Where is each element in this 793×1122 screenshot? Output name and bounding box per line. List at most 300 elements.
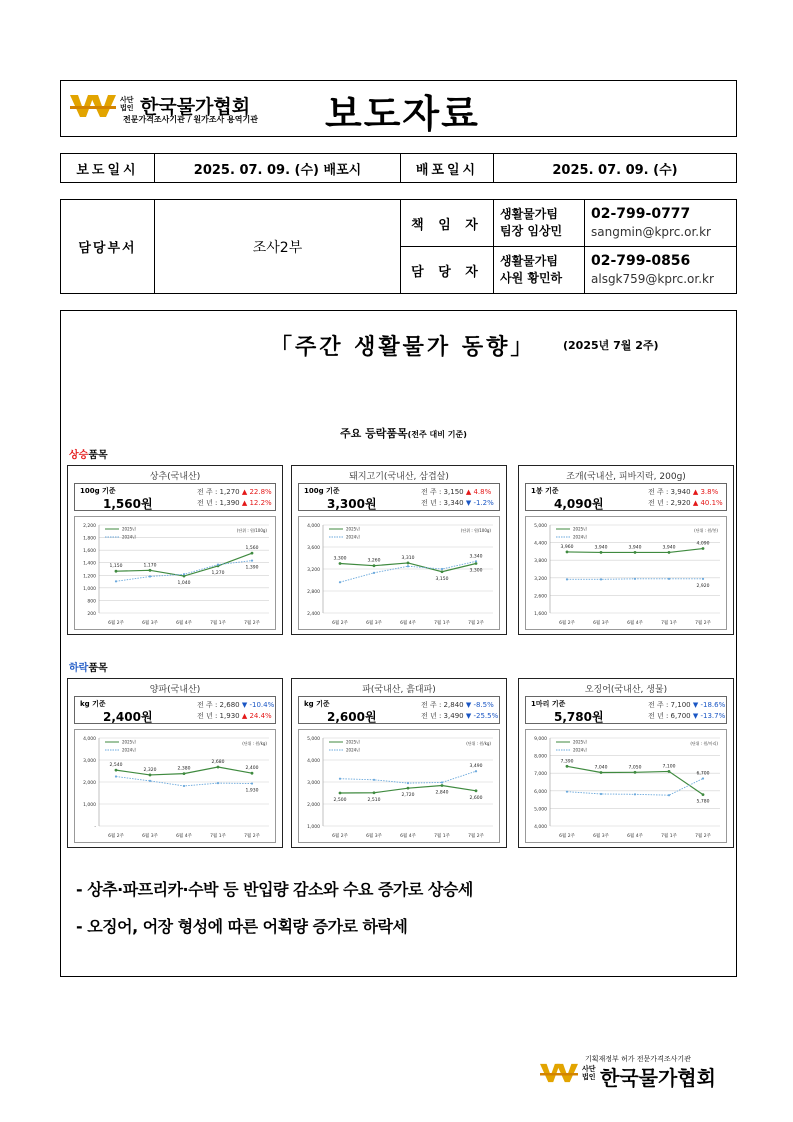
legend-label: 2024년	[573, 747, 588, 753]
x-tick-label: 7월 2주	[695, 834, 711, 839]
data-point	[149, 774, 152, 777]
prev-week-change: 4.8%	[473, 488, 492, 496]
card-title: 오징어(국내산, 생물)	[584, 685, 668, 695]
staff-label: 담 당 자	[401, 247, 494, 294]
data-point	[149, 569, 152, 572]
card-price: 4,090원	[554, 497, 604, 511]
x-tick-label: 7월 1주	[210, 621, 226, 626]
data-point	[475, 560, 477, 562]
resp-email: sangmin@kprc.or.kr	[591, 225, 711, 239]
down-arrow-icon: ▼	[465, 712, 472, 720]
data-point	[668, 770, 671, 773]
data-point	[115, 580, 117, 582]
staff-contact	[585, 247, 737, 294]
card-unit: kg 기준	[304, 700, 330, 708]
data-point	[183, 573, 185, 575]
x-tick-label: 6월 4주	[400, 621, 416, 626]
x-tick-label: 6월 2주	[332, 834, 348, 839]
data-label: 2,400	[245, 766, 259, 772]
x-tick-label: 7월 2주	[244, 834, 260, 839]
y-tick-label: 8,000	[534, 754, 547, 760]
prev-year-text: 전 년 : 1,390	[197, 499, 240, 507]
y-tick-label: 5,000	[534, 524, 547, 529]
card-info	[525, 696, 727, 724]
data-point	[634, 551, 637, 554]
prev-year-change: -25.5%	[473, 712, 499, 720]
prev-week-row	[197, 700, 274, 710]
data-point	[339, 792, 342, 795]
series-line-2025	[116, 553, 252, 576]
data-point	[149, 780, 151, 782]
line-chart	[75, 517, 277, 629]
legend-label: 2025년	[122, 739, 137, 745]
y-tick-label: 200	[87, 612, 96, 617]
down-section-label	[69, 659, 108, 674]
card-unit: kg 기준	[80, 700, 106, 708]
y-tick-label: 1,000	[307, 825, 320, 830]
data-point	[566, 791, 568, 793]
data-point	[634, 771, 637, 774]
price-card	[291, 465, 507, 635]
dist-date-value: 2025. 07. 09. (수)	[494, 154, 737, 183]
data-point	[668, 794, 670, 796]
bullet-1: - 상추·파프리카·수박 등 반입량 감소와 수요 증가로 상승세	[76, 880, 473, 899]
x-tick-label: 7월 2주	[468, 621, 484, 626]
data-point	[251, 772, 254, 775]
prev-year-change: 12.2%	[249, 499, 272, 507]
card-title: 양파(국내산)	[149, 685, 201, 695]
section-subtitle-text: 주요 등락품목	[340, 427, 408, 440]
resp-phone: 02-799-0777	[591, 206, 691, 222]
data-label: 3,940	[594, 545, 608, 551]
data-label: 5,780	[696, 799, 710, 805]
unit-note: (단위 : 원/100g)	[460, 528, 491, 533]
data-point	[115, 570, 118, 573]
y-tick-label: 800	[87, 599, 96, 605]
staff-person	[494, 247, 585, 294]
chart-frame	[74, 516, 276, 630]
x-tick-label: 7월 1주	[434, 621, 450, 626]
dept-value: 조사2부	[155, 200, 401, 294]
data-point	[600, 793, 602, 795]
y-tick-label: 3,600	[307, 546, 320, 551]
prev-year-text: 전 년 : 3,340	[421, 499, 464, 507]
legend-label: 2024년	[122, 534, 137, 540]
x-tick-label: 6월 4주	[400, 834, 416, 839]
card-price: 2,600원	[327, 710, 377, 724]
prev-year-text: 전 년 : 2,920	[648, 499, 691, 507]
prev-week-row	[421, 487, 491, 497]
y-tick-label: 5,000	[534, 807, 547, 813]
y-tick-label: 4,000	[83, 737, 96, 742]
data-point	[475, 789, 478, 792]
x-tick-label: 6월 4주	[627, 834, 643, 839]
y-tick-label: 3,800	[534, 559, 547, 565]
up-arrow-icon: ▲	[241, 488, 248, 496]
y-tick-label: 3,000	[83, 759, 96, 764]
data-point	[407, 565, 409, 567]
data-point	[339, 778, 341, 780]
prev-year-row	[421, 498, 494, 508]
data-point	[183, 785, 185, 787]
org-subtitle: 전문가격조사기관 / 원가조사 용역기관	[123, 115, 258, 124]
price-card	[518, 678, 734, 848]
price-card	[291, 678, 507, 848]
y-tick-label: 2,200	[83, 524, 96, 529]
data-label: 3,150	[435, 576, 449, 582]
y-tick-label: 1,600	[83, 549, 96, 555]
org-small-label: 사단법인	[120, 96, 134, 112]
release-date-value: 2025. 07. 09. (수) 배포시	[155, 154, 401, 183]
chart-frame	[298, 729, 500, 843]
resp-contact	[585, 200, 737, 247]
unit-note: (단위 : 원/kg)	[242, 741, 267, 746]
footer-org-small: 사단법인	[582, 1065, 596, 1081]
data-label: 1,270	[211, 570, 225, 576]
data-label: 3,310	[401, 555, 415, 561]
card-price: 5,780원	[554, 710, 604, 724]
data-label: 3,940	[662, 545, 676, 551]
card-info	[298, 696, 500, 724]
data-point	[634, 793, 636, 795]
y-tick-label: 2,400	[307, 612, 320, 617]
y-tick-label: 3,000	[307, 781, 320, 786]
line-chart	[75, 730, 277, 842]
data-label: 1,150	[109, 564, 123, 570]
data-point	[702, 578, 704, 580]
data-point	[441, 568, 443, 570]
card-title: 상추(국내산)	[149, 472, 201, 482]
chart-frame	[74, 729, 276, 843]
prev-year-row	[648, 711, 725, 721]
data-point	[373, 779, 375, 781]
prev-week-text: 전 주 : 1,270	[197, 488, 240, 496]
resp-team: 생활물가팀	[500, 207, 558, 221]
prev-week-change: -10.4%	[249, 701, 275, 709]
up-section-label	[69, 446, 108, 461]
prev-week-change: 3.8%	[700, 488, 719, 496]
down-arrow-icon: ▼	[241, 701, 248, 709]
section-subtitle	[340, 425, 467, 441]
data-label: 6,700	[696, 771, 710, 777]
data-point	[251, 552, 254, 555]
x-tick-label: 6월 2주	[559, 834, 575, 839]
legend-label: 2025년	[122, 526, 137, 532]
y-tick-label: 9,000	[534, 737, 547, 742]
data-label: 2,510	[367, 797, 381, 803]
data-point	[702, 793, 705, 796]
prev-week-text: 전 주 : 3,150	[421, 488, 464, 496]
data-label: 2,600	[469, 795, 483, 801]
card-price: 1,560원	[103, 497, 153, 511]
y-tick-label: 2,800	[307, 590, 320, 595]
prev-week-change: 22.8%	[249, 488, 272, 496]
footer-org-name: 한국물가협회	[600, 1066, 716, 1090]
price-card	[518, 465, 734, 635]
price-card	[67, 678, 283, 848]
data-label: 3,490	[469, 764, 483, 770]
prev-week-row	[197, 487, 272, 497]
main-period: (2025년 7월 2주)	[563, 339, 659, 352]
y-tick-label: 2,600	[534, 594, 547, 600]
up-arrow-icon: ▲	[241, 712, 248, 720]
data-label: 2,680	[211, 760, 225, 766]
prev-year-text: 전 년 : 1,930	[197, 712, 240, 720]
up-arrow-icon: ▲	[692, 499, 699, 507]
prev-year-change: -1.2%	[473, 499, 494, 507]
legend-label: 2025년	[573, 526, 588, 532]
down-head: 하락	[69, 663, 89, 674]
contact-table	[60, 199, 737, 294]
data-label: 2,540	[109, 763, 123, 769]
y-tick-label: 1,000	[83, 586, 96, 592]
y-tick-label: 3,200	[534, 576, 547, 582]
data-label: 3,960	[560, 544, 574, 550]
prev-year-row	[197, 498, 272, 508]
data-point	[702, 777, 704, 779]
logo-icon	[70, 95, 116, 117]
prev-year-change: 40.1%	[700, 499, 723, 507]
data-label: 7,390	[560, 759, 574, 765]
data-label: 2,720	[401, 793, 415, 799]
data-point	[339, 581, 341, 583]
unit-note: (단위 : 원/100g)	[236, 528, 267, 533]
data-point	[251, 782, 253, 784]
chart-frame	[298, 516, 500, 630]
data-label: 3,340	[469, 554, 483, 560]
data-point	[441, 781, 443, 783]
prev-year-change: -13.7%	[700, 712, 726, 720]
x-tick-label: 7월 2주	[244, 621, 260, 626]
data-label: 2,920	[696, 583, 710, 589]
y-tick-label: 4,000	[307, 759, 320, 764]
x-tick-label: 6월 3주	[366, 834, 382, 839]
data-point	[668, 551, 671, 554]
legend-label: 2024년	[346, 747, 361, 753]
y-tick-label: 1,600	[534, 612, 547, 617]
prev-week-text: 전 주 : 2,840	[421, 701, 464, 709]
up-arrow-icon: ▲	[692, 488, 699, 496]
card-unit: 100g 기준	[80, 487, 116, 495]
x-tick-label: 6월 3주	[593, 834, 609, 839]
line-chart	[299, 730, 501, 842]
y-tick-label: 1,400	[83, 561, 96, 567]
down-arrow-icon: ▼	[465, 499, 472, 507]
line-chart	[526, 517, 728, 629]
line-chart	[299, 517, 501, 629]
legend-label: 2025년	[346, 526, 361, 532]
data-point	[634, 578, 636, 580]
x-tick-label: 6월 2주	[559, 621, 575, 626]
resp-name: 팀장 임상민	[500, 224, 563, 238]
legend-label: 2024년	[573, 534, 588, 540]
data-point	[566, 551, 569, 554]
prev-year-text: 전 년 : 6,700	[648, 712, 691, 720]
y-tick-label: 1,800	[83, 536, 96, 542]
x-tick-label: 6월 4주	[176, 834, 192, 839]
card-info	[298, 483, 500, 511]
prev-week-row	[648, 487, 718, 497]
legend-label: 2024년	[122, 747, 137, 753]
data-label: 3,260	[367, 558, 381, 564]
data-label: 2,500	[333, 798, 347, 803]
data-point	[600, 551, 603, 554]
data-point	[183, 772, 186, 775]
resp-label: 책 임 자	[401, 200, 494, 247]
y-tick-label: 2,000	[307, 803, 320, 808]
x-tick-label: 6월 2주	[332, 621, 348, 626]
data-point	[115, 769, 118, 772]
card-info	[74, 696, 276, 724]
x-tick-label: 6월 4주	[627, 621, 643, 626]
data-point	[566, 765, 569, 768]
data-label: 3,300	[469, 568, 483, 574]
data-point	[373, 791, 376, 794]
y-tick-label: 7,000	[534, 772, 547, 778]
data-point	[373, 572, 375, 574]
data-point	[475, 770, 477, 772]
data-label: 3,300	[333, 556, 347, 562]
data-point	[339, 562, 342, 565]
y-tick-label: 5,000	[307, 737, 320, 742]
price-card	[67, 465, 283, 635]
line-chart	[526, 730, 728, 842]
x-tick-label: 7월 1주	[210, 834, 226, 839]
series-line-2024	[116, 777, 252, 786]
chart-frame	[525, 729, 727, 843]
data-label: 1,040	[177, 581, 191, 587]
resp-person	[494, 200, 585, 247]
footer-logo-icon	[540, 1063, 578, 1083]
prev-week-text: 전 주 : 3,940	[648, 488, 691, 496]
up-head: 상승	[69, 450, 89, 461]
data-point	[407, 787, 410, 790]
series-line-2025	[567, 766, 703, 794]
prev-year-row	[197, 711, 272, 721]
y-tick-label: 2,000	[83, 781, 96, 786]
data-point	[668, 578, 670, 580]
prev-week-change: -18.6%	[700, 701, 726, 709]
main-title: 「주간 생활물가 동향」	[270, 335, 536, 360]
data-point	[217, 766, 220, 769]
data-point	[702, 547, 705, 550]
prev-year-text: 전 년 : 3,490	[421, 712, 464, 720]
down-arrow-icon: ▼	[692, 701, 699, 709]
data-point	[217, 782, 219, 784]
card-unit: 1마리 기준	[531, 700, 566, 708]
y-tick-label: 4,400	[534, 541, 547, 547]
down-item-word: 품목	[88, 663, 108, 674]
y-tick-label: 4,000	[534, 825, 547, 830]
x-tick-label: 6월 4주	[176, 621, 192, 626]
staff-team: 생활물가팀	[500, 254, 558, 268]
up-arrow-icon: ▲	[241, 499, 248, 507]
prev-year-row	[421, 711, 498, 721]
data-point	[600, 771, 603, 774]
card-title: 조개(국내산, 피바지락, 200g)	[566, 472, 686, 482]
series-line-2024	[340, 771, 476, 783]
x-tick-label: 7월 1주	[661, 621, 677, 626]
staff-name: 사원 황민하	[500, 271, 563, 285]
data-label: 7,050	[628, 765, 642, 771]
x-tick-label: 6월 3주	[593, 621, 609, 626]
card-unit: 100g 기준	[304, 487, 340, 495]
prev-week-text: 전 주 : 2,680	[197, 701, 240, 709]
y-tick-label: 1,000	[83, 803, 96, 808]
prev-week-row	[421, 700, 494, 710]
card-info	[525, 483, 727, 511]
data-point	[600, 578, 602, 580]
x-tick-label: 7월 2주	[695, 621, 711, 626]
card-unit: 1봉 기준	[531, 487, 559, 495]
data-point	[441, 570, 444, 573]
data-label: 1,170	[143, 563, 157, 569]
data-point	[373, 564, 376, 567]
staff-email: alsgk759@kprc.or.kr	[591, 272, 714, 286]
card-price: 2,400원	[103, 710, 153, 724]
up-arrow-icon: ▲	[465, 488, 472, 496]
data-label: 2,380	[177, 766, 191, 772]
page-title: 보도자료	[325, 92, 480, 136]
y-tick-label: 4,000	[307, 524, 320, 529]
unit-note: (단위 : 원/kg)	[466, 741, 491, 746]
y-tick-label: -	[94, 825, 96, 830]
staff-phone: 02-799-0856	[591, 253, 691, 269]
card-title: 파(국내산, 흙대파)	[362, 685, 436, 695]
card-price: 3,300원	[327, 497, 377, 511]
data-label: 7,040	[594, 765, 608, 771]
org-name: 한국물가협회	[140, 96, 251, 118]
footer-note: 기획재정부 허가 전문가격조사기관	[585, 1055, 691, 1063]
down-arrow-icon: ▼	[692, 712, 699, 720]
data-label: 4,090	[696, 541, 710, 547]
x-tick-label: 6월 3주	[142, 834, 158, 839]
unit-note: (단위 : 원/봉)	[694, 528, 718, 533]
data-label: 3,940	[628, 545, 642, 551]
data-point	[566, 578, 568, 580]
prev-year-row	[648, 498, 723, 508]
unit-note: (단위 : 원/마리)	[690, 741, 718, 746]
data-point	[217, 564, 219, 566]
bullet-2: - 오징어, 어장 형성에 따른 어획량 증가로 하락세	[76, 917, 408, 936]
y-tick-label: 6,000	[534, 789, 547, 795]
card-title: 돼지고기(국내산, 삼겹살)	[349, 472, 449, 482]
data-point	[149, 575, 151, 577]
x-tick-label: 7월 2주	[468, 834, 484, 839]
y-tick-label: 3,200	[307, 568, 320, 573]
data-point	[115, 775, 117, 777]
x-tick-label: 6월 3주	[366, 621, 382, 626]
x-tick-label: 7월 1주	[661, 834, 677, 839]
chart-frame	[525, 516, 727, 630]
data-point	[407, 562, 410, 565]
y-tick-label: 1,200	[83, 574, 96, 580]
data-label: 2,320	[143, 767, 157, 773]
legend-label: 2025년	[573, 739, 588, 745]
legend-label: 2024년	[346, 534, 361, 540]
data-point	[251, 560, 253, 562]
data-point	[475, 562, 478, 565]
card-info	[74, 483, 276, 511]
prev-week-row	[648, 700, 725, 710]
legend-label: 2025년	[346, 739, 361, 745]
dept-label: 담당부서	[61, 200, 155, 294]
prev-week-text: 전 주 : 7,100	[648, 701, 691, 709]
x-tick-label: 6월 2주	[108, 621, 124, 626]
release-table	[60, 153, 737, 183]
down-arrow-icon: ▼	[465, 701, 472, 709]
data-point	[441, 784, 444, 787]
